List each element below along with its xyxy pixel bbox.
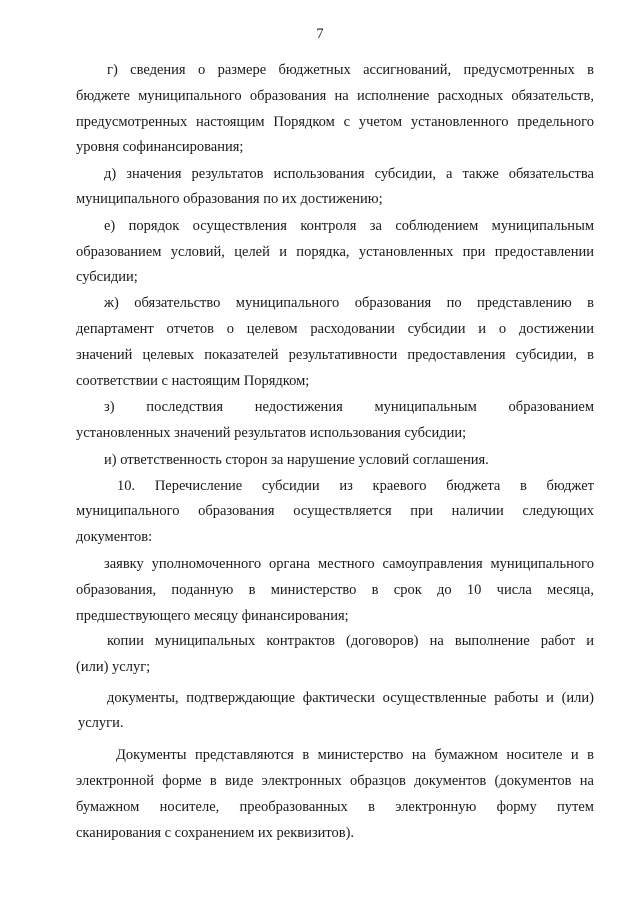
text-line: установленных значений результатов использования субсидии;: [76, 425, 467, 441]
text-line: е) порядок осуществления контроля за соблюдением муниципальным: [104, 218, 594, 234]
text-line: бумажном носителе, преобразованных в электронную форму путем: [76, 799, 594, 815]
text-line: (или) услуг;: [76, 659, 151, 675]
text-line: заявку уполномоченного органа местного самоуправления муниципального: [104, 556, 594, 572]
text-line: сканирования с сохранением их реквизитов).: [76, 825, 355, 841]
text-line: соответствии с настоящим Порядком;: [76, 373, 310, 389]
text-line: г) сведения о размере бюджетных ассигнований, предусмотренных в: [107, 62, 594, 78]
text-line: департамент отчетов о целевом расходовании субсидии и о достижении: [76, 321, 594, 337]
text-line: предусмотренных настоящим Порядком с учетом установленного предельного: [76, 114, 594, 130]
text-line: и) ответственность сторон за нарушение условий соглашения.: [104, 452, 489, 468]
text-line: значений целевых показателей результативности предоставления субсидии, в: [76, 347, 594, 363]
text-line: образованием условий, целей и порядка, установленных при предоставлении: [76, 244, 594, 260]
text-line: муниципального образования осуществляется при наличии следующих: [76, 503, 594, 519]
text-line: Документы представляются в министерство на бумажном носителе и в: [116, 747, 594, 763]
text-line: ж) обязательство муниципального образования по представлению в: [104, 295, 594, 311]
text-line: муниципального образования по их достижению;: [76, 191, 383, 207]
text-line: з) последствия недостижения муниципальным образованием: [104, 399, 594, 415]
text-line: документы, подтверждающие фактически осуществленные работы и (или): [107, 690, 594, 706]
text-line: предшествующего месяцу финансирования;: [76, 608, 349, 624]
text-line: субсидии;: [76, 269, 138, 285]
text-line: бюджете муниципального образования на исполнение расходных обязательств,: [76, 88, 594, 104]
text-line: документов:: [76, 529, 153, 545]
text-line: д) значения результатов использования субсидии, а также обязательства: [104, 166, 594, 182]
text-line: 10. Перечисление субсидии из краевого бюджета в бюджет: [117, 478, 594, 494]
text-line: образования, поданную в министерство в срок до 10 числа месяца,: [76, 582, 594, 598]
text-line: услуги.: [78, 715, 124, 731]
page-number: 7: [316, 26, 324, 42]
text-line: электронной форме в виде электронных образцов документов (документов на: [76, 773, 594, 789]
text-line: копии муниципальных контрактов (договоров) на выполнение работ и: [107, 633, 594, 649]
text-line: уровня софинансирования;: [76, 139, 244, 155]
